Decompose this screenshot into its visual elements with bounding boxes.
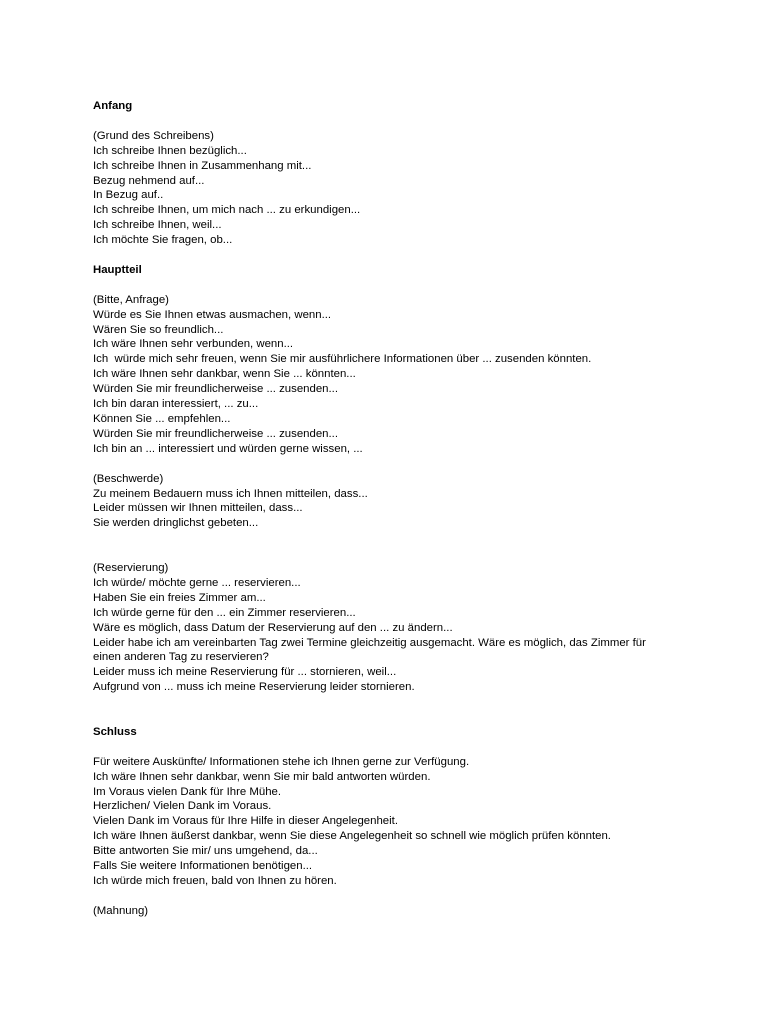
phrase-line: Falls Sie weitere Informationen benötigen... [93,860,313,873]
phrase-line: Würde es Sie Ihnen etwas ausmachen, wenn... [93,308,332,321]
phrase-line: In Bezug auf.. [93,189,164,202]
phrase-line: Herzlichen/ Vielen Dank im Voraus. [93,800,272,813]
phrase-line: Ich würde mich freuen, bald von Ihnen zu hören. [93,875,337,888]
phrase-line: Würden Sie mir freundlicherweise ... zusenden... [93,383,339,396]
group-label-beschwerde: (Beschwerde) [93,472,164,485]
phrase-line: Ich möchte Sie fragen, ob... [93,234,233,247]
phrase-line: Vielen Dank im Voraus für Ihre Hilfe in dieser Angelegenheit. [93,815,398,828]
phrase-line: Bezug nehmend auf... [93,174,205,187]
phrase-line: Zu meinem Bedauern muss ich Ihnen mitteilen, dass... [93,487,368,500]
phrase-line: einen anderen Tag zu reservieren? [93,651,269,664]
phrase-line: Sie werden dringlichst gebeten... [93,517,259,530]
document-body [93,99,693,919]
phrase-line: Würden Sie mir freundlicherweise ... zusenden... [93,427,339,440]
phrase-line: Ich wäre Ihnen sehr dankbar, wenn Sie ... könnten... [93,368,356,381]
phrase-line: Ich schreibe Ihnen, um mich nach ... zu erkundigen... [93,204,361,217]
phrase-line: Ich wäre Ihnen sehr dankbar, wenn Sie mir bald antworten würden. [93,770,431,783]
section-heading-hauptteil: Hauptteil [93,263,142,276]
phrase-line: Ich bin daran interessiert, ... zu... [93,398,259,411]
phrase-line: Im Voraus vielen Dank für Ihre Mühe. [93,785,282,798]
phrase-line: Ich bin an ... interessiert und würden gerne wissen, ... [93,442,363,455]
phrase-line: Ich wäre Ihnen äußerst dankbar, wenn Sie diese Angelegenheit so schnell wie möglich prüfen könnten. [93,830,611,843]
phrase-line: Ich schreibe Ihnen, weil... [93,219,222,232]
phrase-line: Leider habe ich am vereinbarten Tag zwei Termine gleichzeitig ausgemacht. Wäre es möglich, das Zimmer für [93,636,646,649]
phrase-line: Wären Sie so freundlich... [93,323,224,336]
phrase-line: Leider muss ich meine Reservierung für ... stornieren, weil... [93,666,397,679]
phrase-line: Ich schreibe Ihnen bezüglich... [93,144,247,157]
phrase-line: Ich schreibe Ihnen in Zusammenhang mit... [93,159,312,172]
phrase-line: Aufgrund von ... muss ich meine Reservierung leider stornieren. [93,681,415,694]
phrase-line: Ich würde gerne für den ... ein Zimmer reservieren... [93,606,356,619]
group-label-grund: (Grund des Schreibens) [93,129,214,142]
phrase-line: Haben Sie ein freies Zimmer am... [93,591,266,604]
group-label-reservierung: (Reservierung) [93,562,169,575]
phrase-line: Ich würde mich sehr freuen, wenn Sie mir ausführlichere Informationen über ... zusenden könnten. [93,353,592,366]
phrase-line: Wäre es möglich, dass Datum der Reservierung auf den ... zu ändern... [93,621,453,634]
phrase-line: Ich würde/ möchte gerne ... reservieren... [93,576,301,589]
phrase-line: Können Sie ... empfehlen... [93,412,231,425]
phrase-line: Leider müssen wir Ihnen mitteilen, dass... [93,502,303,515]
section-heading-anfang: Anfang [93,100,133,112]
group-label-bitte-anfrage: (Bitte, Anfrage) [93,293,169,306]
phrase-line: Bitte antworten Sie mir/ uns umgehend, da... [93,845,318,858]
phrase-line: Ich wäre Ihnen sehr verbunden, wenn... [93,338,294,351]
section-heading-schluss: Schluss [93,725,137,738]
phrase-line: Für weitere Auskünfte/ Informationen stehe ich Ihnen gerne zur Verfügung. [93,755,470,768]
group-label-mahnung: (Mahnung) [93,904,149,917]
